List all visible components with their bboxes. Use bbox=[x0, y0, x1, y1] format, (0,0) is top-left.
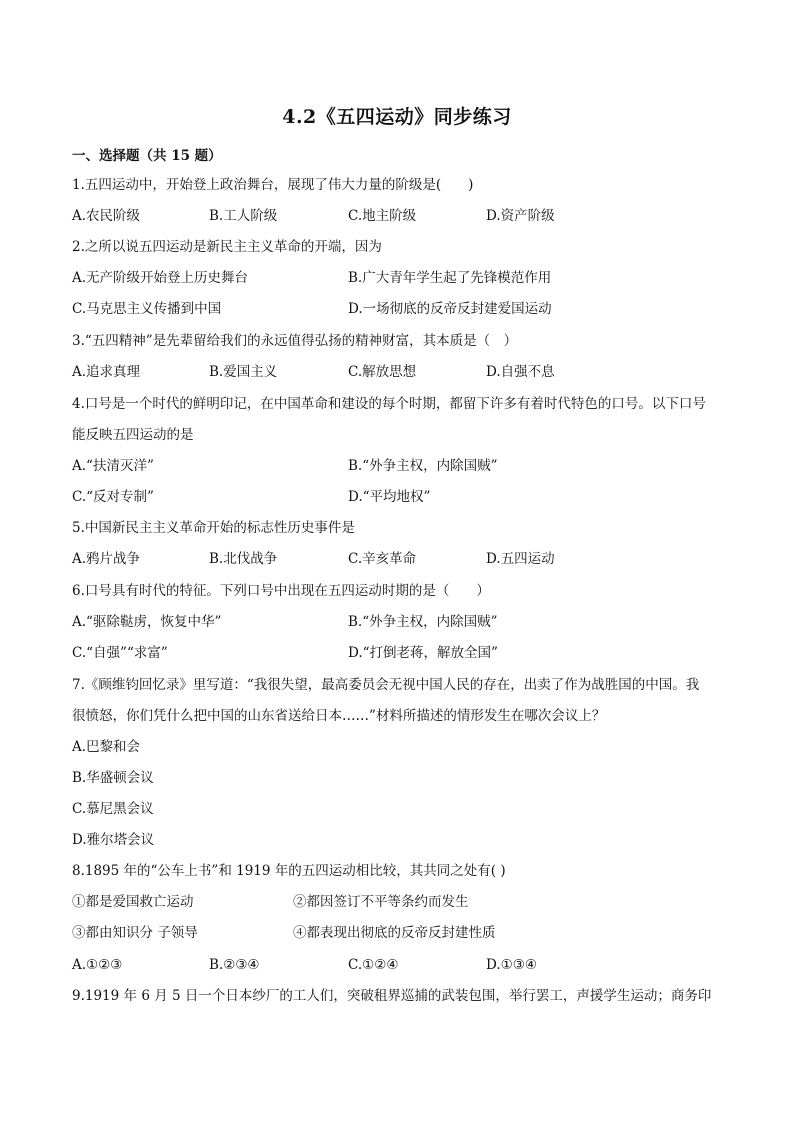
question-8-stem: 8.1895 年的“公车上书”和 1919 年的五四运动相比较，其共同之处有( ) bbox=[72, 863, 506, 879]
question-6-stem: 6.口号具有时代的特征。下列口号中出现在五四运动时期的是（ ） bbox=[72, 583, 490, 599]
document-title: 4.2《五四运动》同步练习 bbox=[282, 106, 512, 128]
question-4-option-a: A.“扶清灭洋” bbox=[72, 458, 154, 474]
question-4-stem-line-2: 能反映五四运动的是 bbox=[72, 427, 194, 443]
question-8-option-d: D.①③④ bbox=[486, 957, 537, 973]
question-8-statement-4: ④都表现出彻底的反帝反封建性质 bbox=[293, 925, 496, 941]
question-4-stem-line-1: 4.口号是一个时代的鲜明印记，在中国革命和建设的每个时期，都留下许多有着时代特色的口号。以下口号 bbox=[72, 396, 706, 412]
question-8-option-c: C.①②④ bbox=[348, 957, 399, 973]
question-4-option-b: B.“外争主权，内除国贼” bbox=[348, 458, 498, 474]
question-2-option-b: B.广大青年学生起了先锋模范作用 bbox=[348, 270, 552, 286]
question-1-option-b: B.工人阶级 bbox=[209, 208, 278, 224]
question-3-stem: 3.“五四精神”是先辈留给我们的永远值得弘扬的精神财富，其本质是（ ） bbox=[72, 333, 518, 349]
question-2-option-a: A.无产阶级开始登上历史舞台 bbox=[72, 270, 249, 286]
question-2-stem: 2.之所以说五四运动是新民主主义革命的开端，因为 bbox=[72, 239, 382, 255]
question-9-stem-line-1: 9.1919 年 6 月 5 日一个日本纱厂的工人们，突破租界巡捕的武装包围，举行罢工，声援学生运动；商务印 bbox=[72, 988, 712, 1004]
question-4-option-d: D.“平均地权” bbox=[348, 489, 431, 505]
question-7-option-c: C.慕尼黑会议 bbox=[72, 801, 154, 817]
question-8-statement-1: ①都是爱国救亡运动 bbox=[72, 894, 194, 910]
question-5-option-a: A.鸦片战争 bbox=[72, 551, 141, 567]
question-7-option-a: A.巴黎和会 bbox=[72, 739, 141, 755]
question-2-option-c: C.马克思主义传播到中国 bbox=[72, 301, 222, 317]
question-1-option-d: D.资产阶级 bbox=[486, 208, 555, 224]
question-8-statement-2: ②都因签订不平等条约而发生 bbox=[293, 894, 469, 910]
question-8-statement-3: ③都由知识分 子领导 bbox=[72, 925, 198, 941]
question-8-option-a: A.①②③ bbox=[72, 957, 123, 973]
question-4-option-c: C.“反对专制” bbox=[72, 489, 154, 505]
question-5-option-c: C.辛亥革命 bbox=[348, 551, 417, 567]
question-3-option-b: B.爱国主义 bbox=[209, 364, 278, 380]
question-3-option-a: A.追求真理 bbox=[72, 364, 141, 380]
question-7-stem-line-1: 7.《顾维钧回忆录》里写道：“我很失望，最高委员会无视中国人民的存在，出卖了作为战胜国的中国。我 bbox=[72, 677, 700, 693]
question-1-option-c: C.地主阶级 bbox=[348, 208, 417, 224]
question-3-option-c: C.解放思想 bbox=[348, 364, 417, 380]
question-5-option-d: D.五四运动 bbox=[486, 551, 555, 567]
question-7-stem-line-2: 很愤怒，你们凭什么把中国的山东省送给日本……”材料所描述的情形发生在哪次会议上？ bbox=[72, 708, 606, 724]
question-6-option-d: D.“打倒老蒋，解放全国” bbox=[348, 645, 498, 661]
question-1-option-a: A.农民阶级 bbox=[72, 208, 141, 224]
question-6-option-b: B.“外争主权，内除国贼” bbox=[348, 614, 498, 630]
question-5-option-b: B.北伐战争 bbox=[209, 551, 278, 567]
question-7-option-b: B.华盛顿会议 bbox=[72, 770, 154, 786]
question-7-option-d: D.雅尔塔会议 bbox=[72, 832, 155, 848]
question-5-stem: 5.中国新民主主义革命开始的标志性历史事件是 bbox=[72, 520, 355, 536]
section-heading: 一、选择题（共 15 题） bbox=[72, 148, 222, 164]
question-2-option-d: D.一场彻底的反帝反封建爱国运动 bbox=[348, 301, 552, 317]
question-3-option-d: D.自强不息 bbox=[486, 364, 555, 380]
question-8-option-b: B.②③④ bbox=[209, 957, 260, 973]
question-1-stem: 1.五四运动中，开始登上政治舞台，展现了伟大力量的阶级是( ) bbox=[72, 177, 474, 193]
question-6-option-c: C.“自强”“求富” bbox=[72, 645, 168, 661]
question-6-option-a: A.“驱除鞑虏，恢复中华” bbox=[72, 614, 222, 630]
